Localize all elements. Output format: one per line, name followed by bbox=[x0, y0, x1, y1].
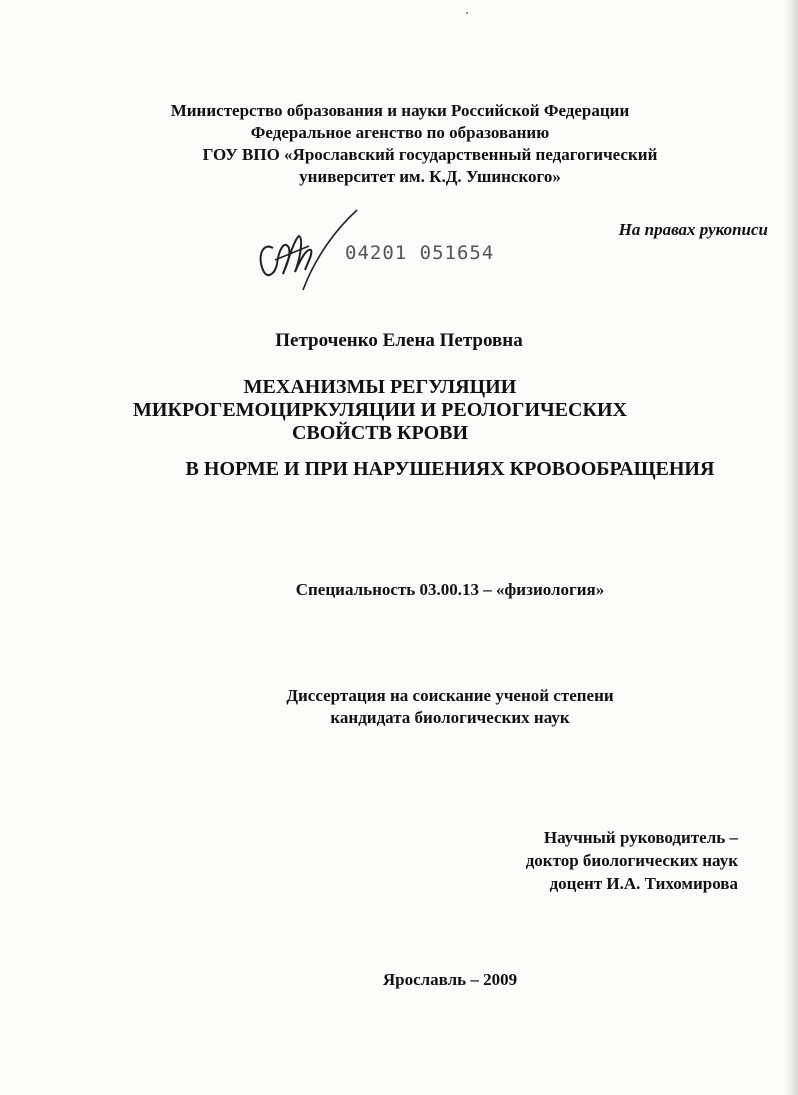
city-year: Ярославль – 2009 bbox=[382, 970, 518, 989]
manuscript-rights-label: На правах рукописи bbox=[618, 220, 768, 239]
title-line-4: В НОРМЕ И ПРИ НАРУШЕНИЯХ КРОВООБРАЩЕНИЯ bbox=[185, 458, 715, 480]
registration-number: 04201 051654 bbox=[345, 242, 495, 264]
header-line-university-name: университет им. К.Д. Ушинского» bbox=[299, 167, 561, 186]
degree-line-2: кандидата биологических наук bbox=[330, 708, 570, 727]
degree-statement bbox=[0, 685, 798, 729]
header-line-ministry: Министерство образования и науки Российской Федерации bbox=[170, 101, 630, 120]
advisor-line-3: доцент И.А. Тихомирова bbox=[549, 874, 738, 893]
degree-line-1: Диссертация на соискание ученой степени bbox=[286, 686, 614, 705]
page-edge-shadow bbox=[784, 0, 798, 1095]
scan-speck bbox=[466, 12, 468, 14]
title-line-3: СВОЙСТВ КРОВИ bbox=[291, 422, 469, 444]
header-line-agency: Федеральное агенство по образованию bbox=[250, 123, 550, 142]
author-name: Петроченко Елена Петровна bbox=[275, 330, 523, 351]
title-line-2: МИКРОГЕМОЦИРКУЛЯЦИИ И РЕОЛОГИЧЕСКИХ bbox=[133, 399, 627, 421]
institution-header bbox=[150, 100, 658, 188]
advisor-line-2: доктор биологических наук bbox=[525, 851, 738, 870]
advisor-line-1: Научный руководитель – bbox=[543, 828, 738, 847]
dissertation-title bbox=[100, 376, 660, 445]
header-line-university: ГОУ ВПО «Ярославский государственный педагогический bbox=[202, 145, 658, 164]
scientific-advisor bbox=[526, 826, 738, 895]
specialty-line: Специальность 03.00.13 – «физиология» bbox=[295, 580, 605, 599]
title-line-1: МЕХАНИЗМЫ РЕГУЛЯЦИИ bbox=[243, 376, 517, 398]
